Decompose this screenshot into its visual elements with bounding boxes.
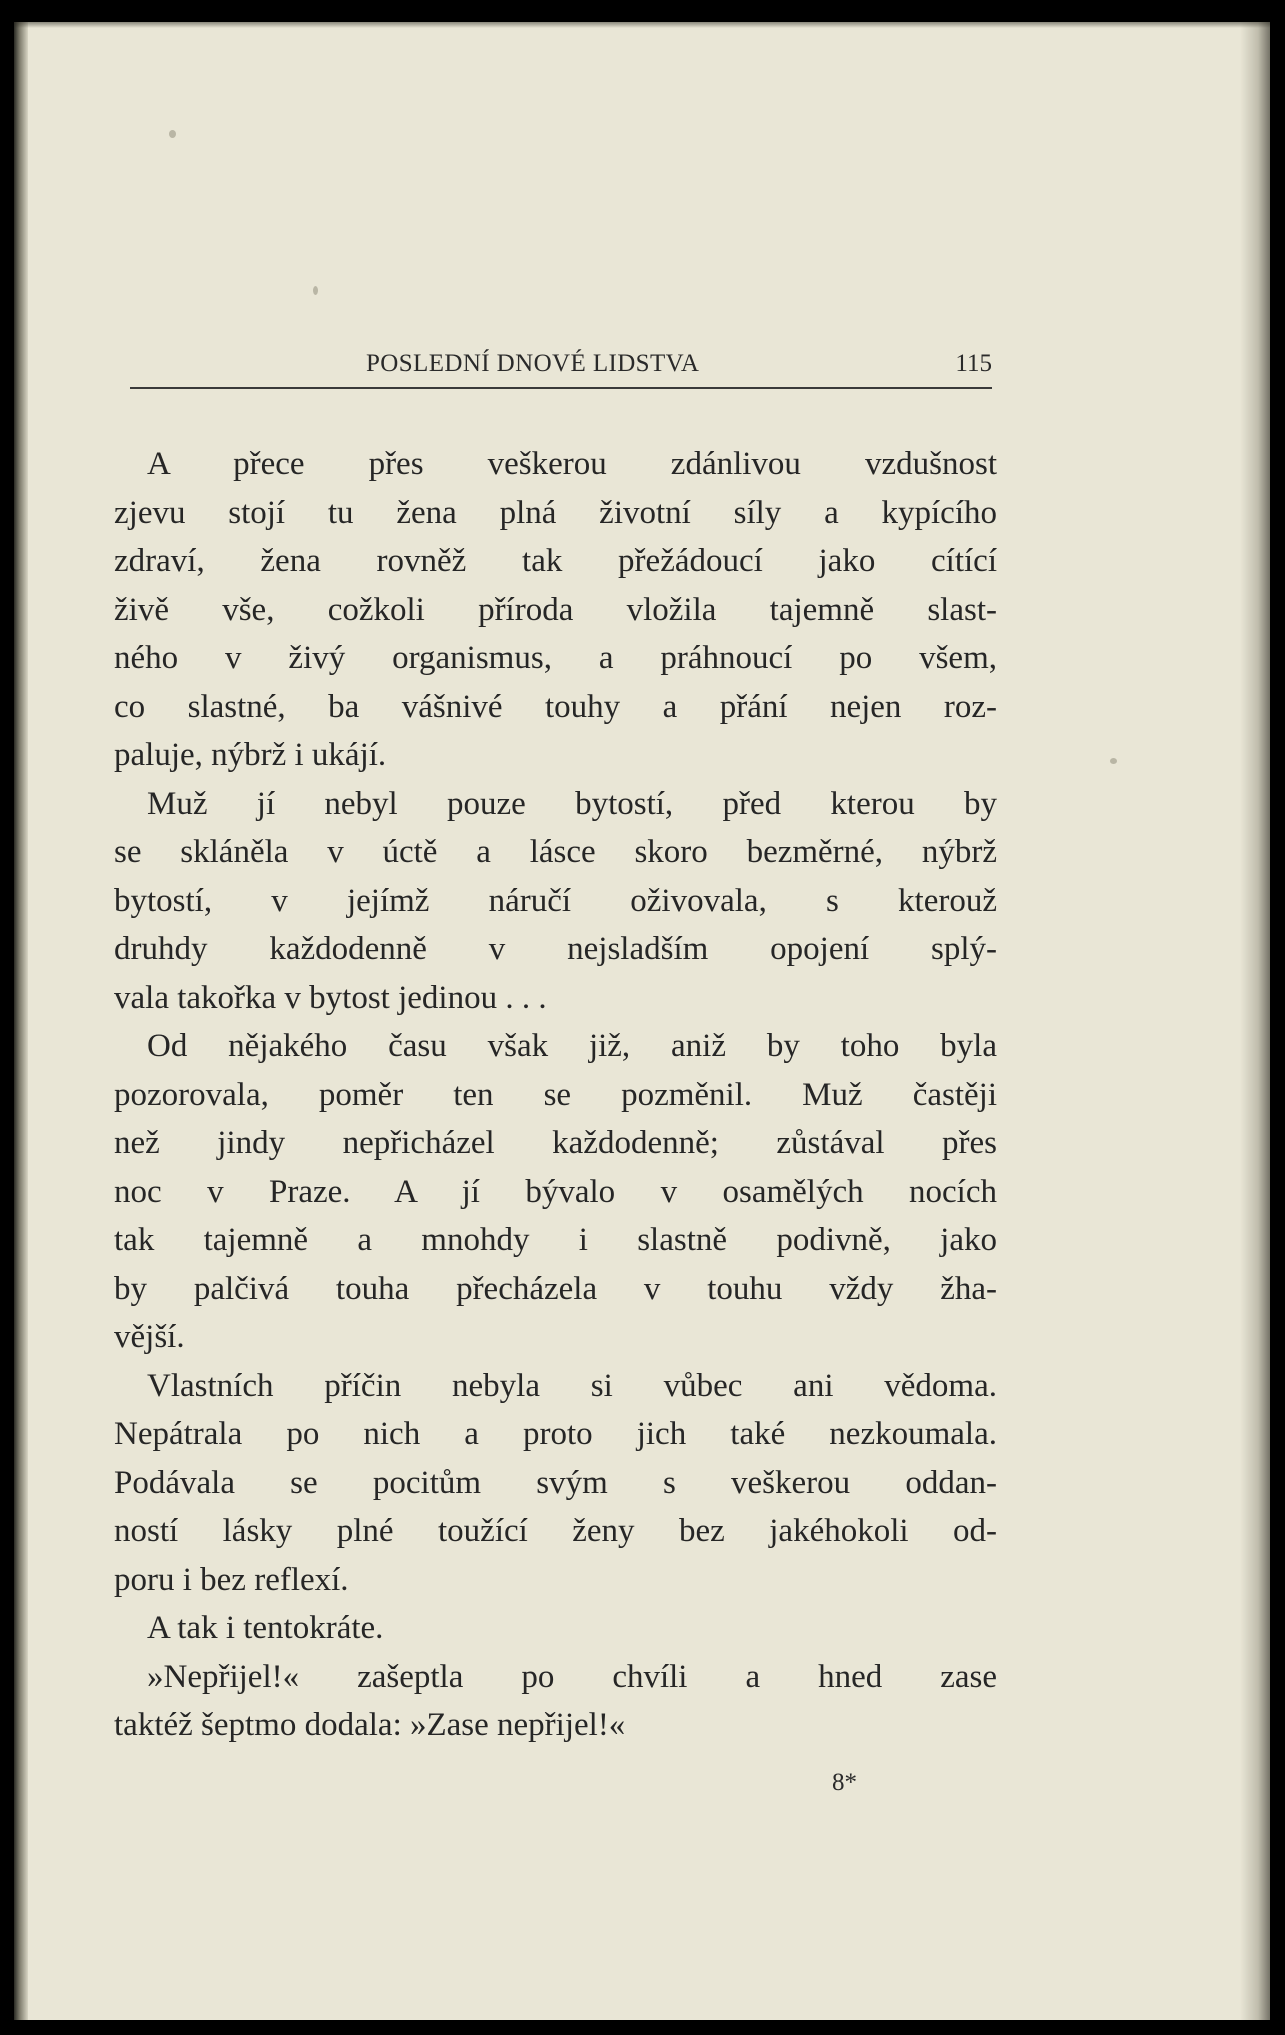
text-line: A tak i tentokráte. xyxy=(147,1610,384,1646)
text-line: Muž jí nebyl pouze bytostí, před kterou by xyxy=(147,785,997,822)
text-line: tak tajemně a mnohdy i slastně podivně, jako xyxy=(114,1222,997,1258)
header-rule xyxy=(130,387,992,389)
text-line: paluje, nýbrž i ukájí. xyxy=(114,737,387,773)
text-line: ného v živý organismus, a práhnoucí po všem, xyxy=(114,640,997,676)
book-page xyxy=(14,22,1270,2020)
text-line: ností lásky plné toužící ženy bez jakéhokoli od- xyxy=(114,1513,997,1549)
text-line: noc v Praze. A jí bývalo v osamělých nocích xyxy=(114,1173,997,1210)
paper-speck xyxy=(1110,758,1117,764)
text-line: taktéž šeptmo dodala: »Zase nepřijel!« xyxy=(114,1707,626,1743)
signature-mark: 8* xyxy=(832,1769,857,1796)
text-line: zjevu stojí tu žena plná životní síly a kypícího xyxy=(114,494,997,531)
text-line: pozorovala, poměr ten se pozměnil. Muž častěji xyxy=(114,1076,997,1113)
text-line: druhdy každodenně v nejsladším opojení splý- xyxy=(114,931,997,967)
text-line: se skláněla v úctě a lásce skoro bezměrné, nýbrž xyxy=(114,834,997,870)
text-line: poru i bez reflexí. xyxy=(114,1561,349,1598)
page-number: 115 xyxy=(955,350,992,377)
text-line: vala takořka v bytost jedinou . . . xyxy=(114,979,547,1016)
text-line: Nepátrala po nich a proto jich také nezkoumala. xyxy=(114,1416,997,1452)
body-text xyxy=(114,440,997,1750)
text-line: by palčivá touha přecházela v touhu vždy žha- xyxy=(114,1270,997,1307)
paper-speck xyxy=(313,286,318,295)
text-line: »Nepřijel!« zašeptla po chvíli a hned zase xyxy=(147,1658,997,1695)
text-line: Vlastních příčin nebyla si vůbec ani vědoma. xyxy=(147,1367,997,1404)
text-line: Podávala se pocitům svým s veškerou oddan- xyxy=(114,1464,997,1501)
binding-edge xyxy=(14,22,28,2020)
text-line: A přece přes veškerou zdánlivou vzdušnost xyxy=(147,446,997,482)
text-line: co slastné, ba vášnivé touhy a přání nejen roz- xyxy=(114,688,997,725)
text-line: zdraví, žena rovněž tak přežádoucí jako cítící xyxy=(114,543,997,579)
text-line: než jindy nepřicházel každodenně; zůstával přes xyxy=(114,1125,997,1161)
text-line: Od nějakého času však již, aniž by toho byla xyxy=(147,1028,997,1064)
running-header-title: POSLEDNÍ DNOVÉ LIDSTVA xyxy=(366,350,700,377)
paper-speck xyxy=(169,130,176,138)
text-line: vější. xyxy=(114,1319,185,1355)
text-line: bytostí, v jejímž náručí oživovala, s kterouž xyxy=(114,882,997,919)
running-header xyxy=(130,330,992,390)
right-edge-shadow xyxy=(1240,22,1270,2020)
text-line: živě vše, cožkoli příroda vložila tajemně slast- xyxy=(114,591,997,628)
top-edge-shadow xyxy=(14,22,1270,28)
